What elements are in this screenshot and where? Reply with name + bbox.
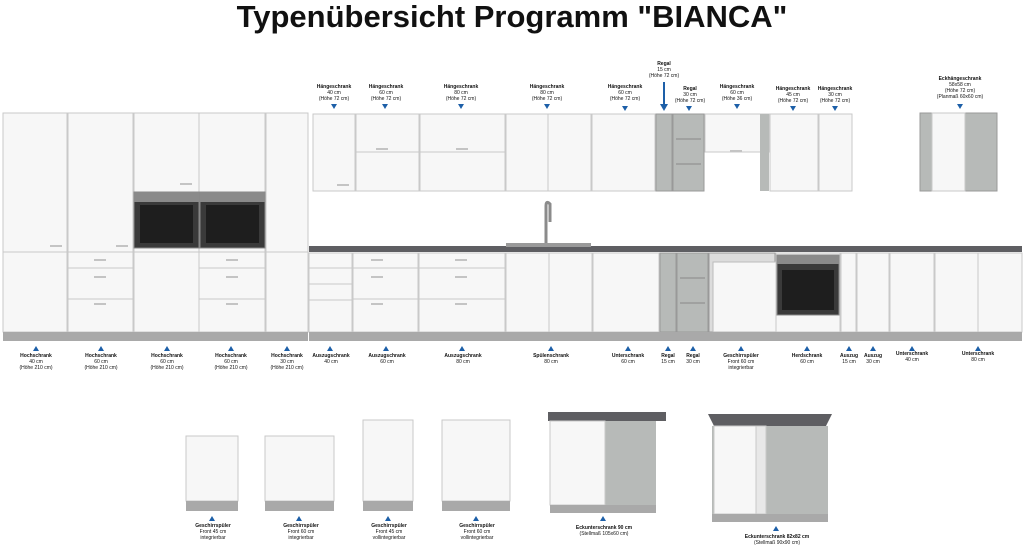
wall-shelf-15 bbox=[656, 114, 672, 191]
arrow-up-icon bbox=[473, 516, 479, 521]
label-base-40 bbox=[892, 351, 932, 363]
label-line: (Höhe 72 cm) bbox=[674, 98, 706, 104]
arrow-up-icon bbox=[33, 346, 39, 351]
label-wall-40 bbox=[314, 84, 354, 102]
label-wall-80-a bbox=[440, 84, 482, 102]
arrow-up-icon bbox=[383, 346, 389, 351]
label-wall-30 bbox=[815, 86, 855, 104]
label-title: Auszugschrank bbox=[368, 353, 406, 359]
sink bbox=[506, 243, 591, 247]
bottom-arrows bbox=[33, 346, 981, 351]
extra-units bbox=[186, 412, 832, 531]
base-shelf-30 bbox=[677, 253, 708, 332]
arrow-up-icon bbox=[164, 346, 170, 351]
label-drawer-40 bbox=[312, 353, 350, 365]
label-line: (Höhe 72 cm) bbox=[944, 88, 976, 94]
label-wall-60-short bbox=[716, 84, 758, 102]
label-title: Hängeschrank bbox=[316, 84, 352, 90]
tall-unit-30 bbox=[266, 113, 308, 332]
pullout-15 bbox=[841, 253, 856, 332]
label-tall-60-c bbox=[211, 353, 251, 371]
corner-base-82-top bbox=[708, 414, 832, 426]
arrow-down-icon bbox=[686, 106, 692, 111]
label-dishwasher-full-60 bbox=[454, 523, 500, 541]
label-title: Geschirrspüler bbox=[283, 523, 319, 529]
page-title: Typenübersicht Programm "BIANCA" bbox=[236, 0, 788, 34]
label-line: 15 cm bbox=[661, 359, 675, 365]
label-line: 15 cm bbox=[657, 67, 671, 73]
label-wall-80-b bbox=[526, 84, 568, 102]
base-unit-60 bbox=[593, 253, 659, 332]
label-tall-60-b bbox=[147, 353, 187, 371]
arrow-down-icon bbox=[622, 106, 628, 111]
label-line: 15 cm bbox=[842, 359, 856, 365]
label-line: 60 cm bbox=[618, 90, 632, 96]
base-units bbox=[309, 253, 1022, 332]
label-title: Regal bbox=[686, 353, 700, 359]
base-drawer-60 bbox=[353, 253, 418, 332]
handle bbox=[226, 303, 238, 305]
oven-right-panel bbox=[200, 192, 265, 202]
label-line: (Stellmaß 90x90 cm) bbox=[753, 540, 801, 546]
label-tall-60-a bbox=[81, 353, 121, 371]
wall-cabinet-30 bbox=[819, 114, 852, 191]
label-line: (Höhe 72 cm) bbox=[318, 96, 350, 102]
oven-left-panel bbox=[134, 192, 199, 202]
label-wall-60 bbox=[365, 84, 407, 102]
label-line: Front 60 cm bbox=[463, 529, 491, 535]
arrow-up-icon bbox=[296, 516, 302, 521]
label-line: 60 cm bbox=[224, 359, 238, 365]
arrow-up-icon bbox=[459, 346, 465, 351]
corner-base-90-plinth bbox=[550, 505, 656, 513]
label-base-shelf-15 bbox=[657, 353, 679, 365]
wall-cabinets bbox=[313, 113, 997, 191]
arrow-up-icon bbox=[385, 516, 391, 521]
arrow-up-icon bbox=[327, 346, 333, 351]
handle bbox=[455, 276, 467, 278]
label-title: Hochschrank bbox=[151, 353, 183, 359]
label-line: 60 cm bbox=[94, 359, 108, 365]
arrow-up-icon bbox=[846, 346, 852, 351]
arrow-down-icon bbox=[382, 104, 388, 109]
label-line: 60 cm bbox=[380, 359, 394, 365]
arrow-up-icon bbox=[804, 346, 810, 351]
corner-base-82-plinth bbox=[712, 514, 828, 522]
tall-unit-40 bbox=[3, 113, 67, 332]
label-line: (Höhe 210 cm) bbox=[214, 365, 248, 371]
arrow-up-icon bbox=[773, 526, 779, 531]
pullout-30 bbox=[857, 253, 889, 332]
label-line: 40 cm bbox=[905, 357, 919, 363]
label-title: Hängeschrank bbox=[529, 84, 565, 90]
arrow-up-icon bbox=[548, 346, 554, 351]
base-drawer-80 bbox=[419, 253, 505, 332]
handle bbox=[371, 276, 383, 278]
label-line: (Höhe 210 cm) bbox=[19, 365, 53, 371]
label-line: Front 45 cm bbox=[199, 529, 227, 535]
label-wall-45 bbox=[772, 86, 814, 104]
label-line: (Höhe 72 cm) bbox=[648, 73, 680, 79]
plinth-tall bbox=[3, 332, 308, 341]
label-line: integrierbar bbox=[288, 535, 314, 541]
handle bbox=[226, 259, 238, 261]
arrow-up-icon bbox=[209, 516, 215, 521]
dishwasher-door bbox=[713, 262, 779, 332]
label-line: (Höhe 210 cm) bbox=[270, 365, 304, 371]
label-line: 60 cm bbox=[379, 90, 393, 96]
label-title: Hängeschrank bbox=[719, 84, 755, 90]
handle bbox=[455, 259, 467, 261]
label-title: Auszug bbox=[863, 353, 883, 359]
label-line: integrierbar bbox=[200, 535, 226, 541]
label-title: Unterschrank bbox=[961, 351, 995, 357]
label-title: Geschirrspüler bbox=[371, 523, 407, 529]
dishwasher-full-60-plinth bbox=[442, 501, 510, 511]
label-pullout-30 bbox=[861, 353, 885, 365]
plinth-base bbox=[309, 332, 1022, 341]
label-title: Hängeschrank bbox=[368, 84, 404, 90]
label-line: 58x58 cm bbox=[949, 82, 971, 88]
label-dishwasher-full-45 bbox=[366, 523, 412, 541]
label-line: (Planmaß 60x60 cm) bbox=[936, 94, 984, 100]
label-dishwasher-front-45 bbox=[192, 523, 234, 541]
oven-base-window bbox=[782, 270, 834, 310]
handle bbox=[94, 276, 106, 278]
wall-cabinet-60-b bbox=[592, 114, 655, 191]
label-title: Unterschrank bbox=[895, 351, 929, 357]
wall-cabinet-60-short-side bbox=[760, 114, 769, 191]
label-line: 30 cm bbox=[686, 359, 700, 365]
label-line: Front 60 cm bbox=[287, 529, 315, 535]
label-title: Geschirrspüler bbox=[723, 353, 759, 359]
wall-shelf-30 bbox=[673, 114, 704, 191]
label-line: 40 cm bbox=[324, 359, 338, 365]
dishwasher-full-45 bbox=[363, 420, 413, 501]
label-line: 60 cm bbox=[160, 359, 174, 365]
label-tall-40 bbox=[16, 353, 56, 371]
oven-base-panel bbox=[777, 255, 839, 264]
handle bbox=[50, 245, 62, 247]
label-line: (Höhe 72 cm) bbox=[445, 96, 477, 102]
label-line: vollintegrierbar bbox=[372, 535, 406, 541]
label-line: 30 cm bbox=[828, 92, 842, 98]
handle bbox=[94, 259, 106, 261]
arrow-up-icon bbox=[738, 346, 744, 351]
label-title: Hängeschrank bbox=[775, 86, 811, 92]
label-drawer-80 bbox=[443, 353, 483, 365]
label-line: (Stellmaß 105x60 cm) bbox=[579, 531, 629, 537]
top-arrows bbox=[331, 82, 963, 111]
label-line: 80 cm bbox=[456, 359, 470, 365]
label-title: Eckunterschrank 90 cm bbox=[575, 525, 633, 531]
worktop bbox=[309, 246, 1022, 252]
arrow-up-icon bbox=[870, 346, 876, 351]
label-sink-base bbox=[531, 353, 571, 365]
handle bbox=[376, 148, 388, 150]
handle bbox=[94, 303, 106, 305]
label-line: (Höhe 72 cm) bbox=[777, 98, 809, 104]
label-title: Eckunterschrank 82x82 cm bbox=[744, 534, 810, 540]
label-pullout-15 bbox=[837, 353, 861, 365]
handle bbox=[371, 259, 383, 261]
corner-base-82-door bbox=[714, 426, 756, 514]
handle bbox=[371, 303, 383, 305]
label-line: 80 cm bbox=[540, 90, 554, 96]
label-dishwasher-front-60 bbox=[280, 523, 322, 541]
handle bbox=[226, 276, 238, 278]
label-line: 80 cm bbox=[544, 359, 558, 365]
arrow-down-icon bbox=[957, 104, 963, 109]
label-title: Auszugschrank bbox=[312, 353, 350, 359]
arrow-up-icon bbox=[600, 516, 606, 521]
label-title: Regal bbox=[661, 353, 675, 359]
label-line: (Höhe 210 cm) bbox=[150, 365, 184, 371]
arrow-down-icon bbox=[832, 106, 838, 111]
corner-base-90-top bbox=[548, 412, 666, 421]
label-wall-60-b bbox=[604, 84, 646, 102]
handle bbox=[180, 183, 192, 185]
label-line: 30 cm bbox=[866, 359, 880, 365]
label-line: integrierbar bbox=[728, 365, 754, 371]
label-corner-wall bbox=[932, 76, 988, 100]
label-line: (Höhe 72 cm) bbox=[609, 96, 641, 102]
arrow-up-icon bbox=[98, 346, 104, 351]
arrow-down-icon bbox=[458, 104, 464, 109]
arrow-long-down-icon bbox=[660, 104, 668, 111]
label-title: Unterschrank bbox=[611, 353, 645, 359]
label-dishwasher bbox=[719, 353, 763, 371]
label-tall-30 bbox=[267, 353, 307, 371]
label-title: Hochschrank bbox=[85, 353, 117, 359]
base-unit-40 bbox=[890, 253, 934, 332]
label-line: 80 cm bbox=[454, 90, 468, 96]
wall-cabinet-60-short bbox=[705, 114, 769, 152]
label-wall-shelf-30 bbox=[672, 86, 708, 104]
arrow-up-icon bbox=[665, 346, 671, 351]
arrow-up-icon bbox=[690, 346, 696, 351]
arrow-down-icon bbox=[331, 104, 337, 109]
label-corner-base-90 bbox=[572, 525, 636, 537]
oven-left-window bbox=[140, 205, 193, 243]
base-shelf-15 bbox=[660, 253, 676, 332]
label-line: (Höhe 36 cm) bbox=[721, 96, 753, 102]
wall-cabinet-45 bbox=[770, 114, 818, 191]
label-line: (Höhe 72 cm) bbox=[370, 96, 402, 102]
arrow-down-icon bbox=[790, 106, 796, 111]
label-title: Geschirrspüler bbox=[459, 523, 495, 529]
label-title: Regal bbox=[683, 86, 697, 92]
label-title: Hängeschrank bbox=[817, 86, 853, 92]
base-drawer-40 bbox=[309, 253, 352, 332]
handle bbox=[730, 150, 742, 152]
label-title: Hochschrank bbox=[20, 353, 52, 359]
label-line: 60 cm bbox=[730, 90, 744, 96]
label-wall-shelf-15 bbox=[644, 61, 684, 79]
label-base-60 bbox=[608, 353, 648, 365]
wall-cabinet-40 bbox=[313, 114, 355, 191]
label-title: Geschirrspüler bbox=[195, 523, 231, 529]
label-line: 80 cm bbox=[971, 357, 985, 363]
label-line: (Höhe 72 cm) bbox=[819, 98, 851, 104]
label-line: vollintegrierbar bbox=[460, 535, 494, 541]
oven-right-window bbox=[206, 205, 259, 243]
tall-units bbox=[3, 113, 308, 332]
corner-base-82-door2 bbox=[756, 426, 766, 514]
label-oven-base bbox=[788, 353, 826, 365]
label-line: (Höhe 72 cm) bbox=[531, 96, 563, 102]
label-title: Auszugschrank bbox=[444, 353, 482, 359]
label-title: Auszug bbox=[839, 353, 859, 359]
arrow-down-icon bbox=[734, 104, 740, 109]
label-line: Front 60 cm bbox=[727, 359, 755, 365]
label-title: Hochschrank bbox=[215, 353, 247, 359]
label-line: 30 cm bbox=[280, 359, 294, 365]
label-base-shelf-30 bbox=[682, 353, 704, 365]
arrow-long-shaft bbox=[663, 82, 665, 106]
corner-base-90-door bbox=[550, 421, 605, 505]
label-title: Hängeschrank bbox=[443, 84, 479, 90]
arrow-down-icon bbox=[544, 104, 550, 109]
dishwasher-full-45-plinth bbox=[363, 501, 413, 511]
label-line: 60 cm bbox=[621, 359, 635, 365]
arrow-up-icon bbox=[625, 346, 631, 351]
dishwasher-full-60 bbox=[442, 420, 510, 501]
handle bbox=[456, 148, 468, 150]
dishwasher-front-60-plinth bbox=[265, 501, 334, 511]
label-title: Regal bbox=[657, 61, 671, 67]
label-line: 45 cm bbox=[786, 92, 800, 98]
label-corner-base-82 bbox=[744, 534, 810, 546]
dishwasher-front-45-plinth bbox=[186, 501, 238, 511]
label-title: Spülenschrank bbox=[533, 353, 569, 359]
label-line: 30 cm bbox=[683, 92, 697, 98]
dishwasher-front-60 bbox=[265, 436, 334, 501]
arrow-up-icon bbox=[228, 346, 234, 351]
label-line: (Höhe 210 cm) bbox=[84, 365, 118, 371]
corner-wall-cabinet-door bbox=[932, 113, 965, 191]
dishwasher-front-45 bbox=[186, 436, 238, 501]
handle bbox=[455, 303, 467, 305]
label-line: 40 cm bbox=[29, 359, 43, 365]
label-base-80 bbox=[958, 351, 998, 363]
label-title: Hochschrank bbox=[271, 353, 303, 359]
label-line: Front 45 cm bbox=[375, 529, 403, 535]
label-title: Hängeschrank bbox=[607, 84, 643, 90]
handle bbox=[116, 245, 128, 247]
arrow-up-icon bbox=[284, 346, 290, 351]
handle bbox=[337, 184, 349, 186]
label-title: Eckhängeschrank bbox=[938, 76, 982, 82]
tap bbox=[546, 202, 550, 243]
label-line: 60 cm bbox=[800, 359, 814, 365]
label-drawer-60 bbox=[367, 353, 407, 365]
label-line: 40 cm bbox=[327, 90, 341, 96]
label-title: Herdschrank bbox=[791, 353, 823, 359]
